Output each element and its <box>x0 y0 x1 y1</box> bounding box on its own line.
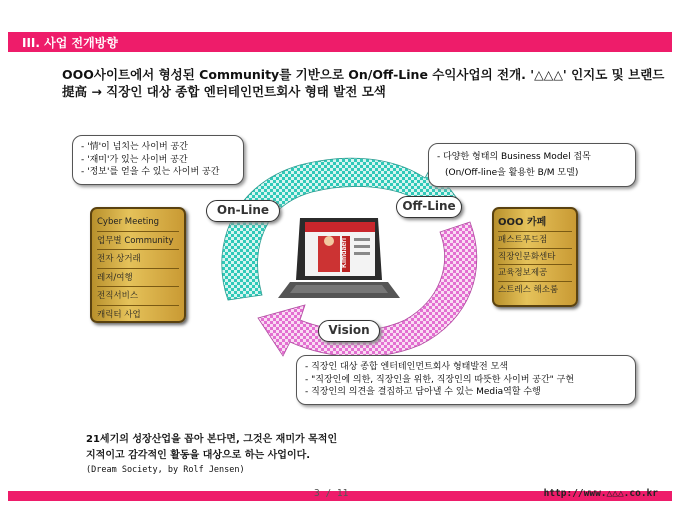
quote-text <box>86 432 337 464</box>
online-service-item: 전직서비스 <box>97 287 179 306</box>
online-label: On-Line <box>206 200 280 222</box>
online-services-box <box>90 207 186 323</box>
offline-services-box <box>492 207 578 307</box>
note-line: (On/Off-line을 활용한 B/M 모델) <box>445 168 579 178</box>
quote-line: 지적이고 감각적인 활동을 대상으로 하는 사업이다. <box>86 450 311 461</box>
offline-services-head: OOO 카페 <box>498 213 572 232</box>
note-vision <box>296 355 636 405</box>
offline-service-item: 직장인문화센타 <box>498 249 572 266</box>
note-line: - 다양한 형태의 Business Model 접목 <box>437 152 591 162</box>
online-service-item: 업무별 Community <box>97 232 179 251</box>
footer-bar <box>8 488 672 501</box>
note-line: - "직장인에 의한, 직장인을 위한, 직장인의 따뜻한 사이버 공간" 구현 <box>305 374 575 385</box>
note-line: - '재미'가 있는 사이버 공간 <box>81 154 188 165</box>
offline-label: Off-Line <box>396 196 462 218</box>
section-title: III. 사업 전개방향 <box>22 36 118 50</box>
offline-service-item: 교육정보제공 <box>498 265 572 282</box>
vision-label: Vision <box>318 320 380 342</box>
offline-service-item: 패스트푸드점 <box>498 232 572 249</box>
quote-source: (Dream Society, by Rolf Jensen) <box>86 465 245 475</box>
online-service-item: 전자 상거래 <box>97 250 179 269</box>
page-number: 3 / 11 <box>314 488 349 499</box>
note-line: - '정보'를 얻을 수 있는 사이버 공간 <box>81 167 220 177</box>
online-service-item: Cyber Meeting <box>97 213 179 232</box>
footer-url: http://www.△△△.co.kr <box>543 488 658 499</box>
online-service-item: 레저/여행 <box>97 269 179 288</box>
offline-service-item: 스트레스 해소룸 <box>498 284 559 295</box>
quote-line: 21세기의 성장산업을 꼽아 본다면, 그것은 재미가 목적인 <box>86 434 338 445</box>
note-line: - 직장인 대상 종합 엔터테인먼트회사 형태발전 모색 <box>305 362 508 372</box>
note-line: - '情'이 넘치는 사이버 공간 <box>81 142 188 152</box>
online-service-item: 캐릭터 사업 <box>97 309 141 320</box>
slide-subtitle: OOO사이트에서 형성된 Community를 기반으로 On/Off-Line 수익사업의 전개. '△△△' 인지도 및 브랜드 提高 → 직장인 대상 종합 엔터테인먼트회사 형태 발전 모색 <box>62 67 665 99</box>
laptop-screen-text: Kimdaeri <box>341 238 348 268</box>
laptop-image <box>278 218 400 298</box>
note-online-values <box>72 135 244 185</box>
note-business-model <box>428 143 636 187</box>
note-line: - 직장인의 의견을 결집하고 담아낼 수 있는 Media역할 수행 <box>305 387 541 397</box>
